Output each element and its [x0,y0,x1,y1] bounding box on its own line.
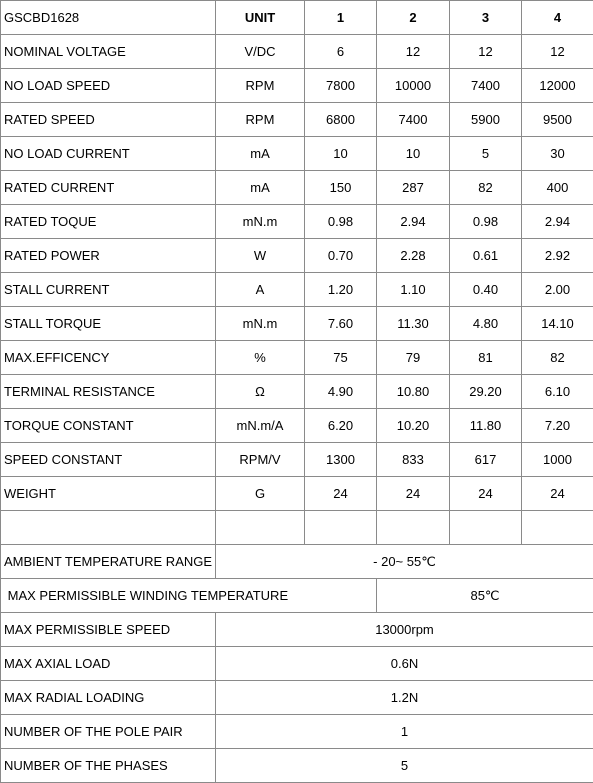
column-header: 1 [305,1,377,35]
param-value: 400 [522,171,593,205]
param-name: TORQUE CONSTANT [1,409,216,443]
param-value: 10 [305,137,377,171]
param-name: MAX.EFFICENCY [1,341,216,375]
table-row [1,69,593,103]
table-row [1,273,593,307]
param-value: 1000 [522,443,593,477]
param-value: 9500 [522,103,593,137]
param-name: NOMINAL VOLTAGE [1,35,216,69]
param-unit: mA [216,171,305,205]
param-name: RATED POWER [1,239,216,273]
param-value: 5 [450,137,522,171]
blank-cell [450,511,522,545]
general-param-value: - 20~ 55℃ [216,545,593,579]
param-name: NO LOAD CURRENT [1,137,216,171]
param-unit: mA [216,137,305,171]
blank-cell [305,511,377,545]
param-value: 5900 [450,103,522,137]
general-param-value: 5 [216,749,593,783]
param-value: 10.80 [377,375,450,409]
param-value: 6.10 [522,375,593,409]
table-row [1,171,593,205]
param-value: 4.80 [450,307,522,341]
param-value: 24 [305,477,377,511]
param-name: SPEED CONSTANT [1,443,216,477]
column-header: 2 [377,1,450,35]
table-row [1,477,593,511]
param-unit: Ω [216,375,305,409]
model-name: GSCBD1628 [1,1,216,35]
param-unit: % [216,341,305,375]
general-param-name: MAX RADIAL LOADING [1,681,216,715]
general-param-value: 13000rpm [216,613,593,647]
param-value: 12 [522,35,593,69]
table-header-row [1,1,593,35]
param-unit: W [216,239,305,273]
param-value: 29.20 [450,375,522,409]
unit-header: UNIT [216,1,305,35]
table-row [1,613,593,647]
param-value: 0.98 [305,205,377,239]
param-value: 7400 [377,103,450,137]
table-row [1,375,593,409]
param-value: 75 [305,341,377,375]
param-name: STALL TORQUE [1,307,216,341]
blank-cell [216,511,305,545]
param-unit: mN.m [216,307,305,341]
param-value: 1300 [305,443,377,477]
param-value: 1.20 [305,273,377,307]
param-value: 79 [377,341,450,375]
general-param-name: NUMBER OF THE PHASES [1,749,216,783]
param-value: 82 [450,171,522,205]
table-row [1,443,593,477]
table-row [1,545,593,579]
blank-row [1,511,593,545]
table-row [1,409,593,443]
param-name: STALL CURRENT [1,273,216,307]
table-row [1,205,593,239]
param-name: RATED CURRENT [1,171,216,205]
param-value: 24 [450,477,522,511]
table-row [1,103,593,137]
param-value: 24 [377,477,450,511]
general-param-name: AMBIENT TEMPERATURE RANGE [1,545,216,579]
param-value: 7.20 [522,409,593,443]
general-rows [1,545,593,783]
table-row [1,647,593,681]
general-param-name: NUMBER OF THE POLE PAIR [1,715,216,749]
param-unit: mN.m/A [216,409,305,443]
general-param-value: 1 [216,715,593,749]
table-row [1,715,593,749]
param-value: 11.80 [450,409,522,443]
param-name: RATED SPEED [1,103,216,137]
param-value: 6 [305,35,377,69]
param-value: 12 [450,35,522,69]
general-param-value: 0.6N [216,647,593,681]
param-unit: A [216,273,305,307]
spec-rows [1,35,593,511]
param-value: 24 [522,477,593,511]
table-row [1,239,593,273]
table-row [1,681,593,715]
general-param-value: 85℃ [377,579,593,613]
general-param-value: 1.2N [216,681,593,715]
param-value: 82 [522,341,593,375]
param-value: 12 [377,35,450,69]
table-row [1,749,593,783]
param-value: 2.92 [522,239,593,273]
param-value: 6800 [305,103,377,137]
param-value: 833 [377,443,450,477]
param-unit: RPM/V [216,443,305,477]
param-value: 0.70 [305,239,377,273]
general-param-name: MAX PERMISSIBLE WINDING TEMPERATURE [1,579,377,613]
param-unit: V/DC [216,35,305,69]
blank-cell [377,511,450,545]
param-unit: mN.m [216,205,305,239]
param-value: 11.30 [377,307,450,341]
param-unit: G [216,477,305,511]
blank-cell [522,511,593,545]
param-value: 12000 [522,69,593,103]
param-value: 2.94 [522,205,593,239]
param-value: 2.28 [377,239,450,273]
param-value: 287 [377,171,450,205]
table-row [1,307,593,341]
param-value: 10 [377,137,450,171]
param-value: 30 [522,137,593,171]
param-value: 4.90 [305,375,377,409]
param-value: 0.98 [450,205,522,239]
param-value: 10000 [377,69,450,103]
param-value: 10.20 [377,409,450,443]
param-name: NO LOAD SPEED [1,69,216,103]
param-value: 2.00 [522,273,593,307]
param-name: WEIGHT [1,477,216,511]
param-value: 2.94 [377,205,450,239]
general-param-name: MAX AXIAL LOAD [1,647,216,681]
param-name: TERMINAL RESISTANCE [1,375,216,409]
blank-cell [1,511,216,545]
general-param-name: MAX PERMISSIBLE SPEED [1,613,216,647]
param-value: 7.60 [305,307,377,341]
param-unit: RPM [216,69,305,103]
column-header: 3 [450,1,522,35]
param-value: 0.61 [450,239,522,273]
param-value: 14.10 [522,307,593,341]
column-header: 4 [522,1,593,35]
table-row [1,137,593,171]
param-value: 150 [305,171,377,205]
param-value: 0.40 [450,273,522,307]
param-value: 1.10 [377,273,450,307]
param-value: 7400 [450,69,522,103]
table-row [1,341,593,375]
table-row [1,579,593,613]
param-value: 617 [450,443,522,477]
param-value: 81 [450,341,522,375]
param-value: 6.20 [305,409,377,443]
table-row [1,35,593,69]
param-value: 7800 [305,69,377,103]
param-name: RATED TOQUE [1,205,216,239]
param-unit: RPM [216,103,305,137]
